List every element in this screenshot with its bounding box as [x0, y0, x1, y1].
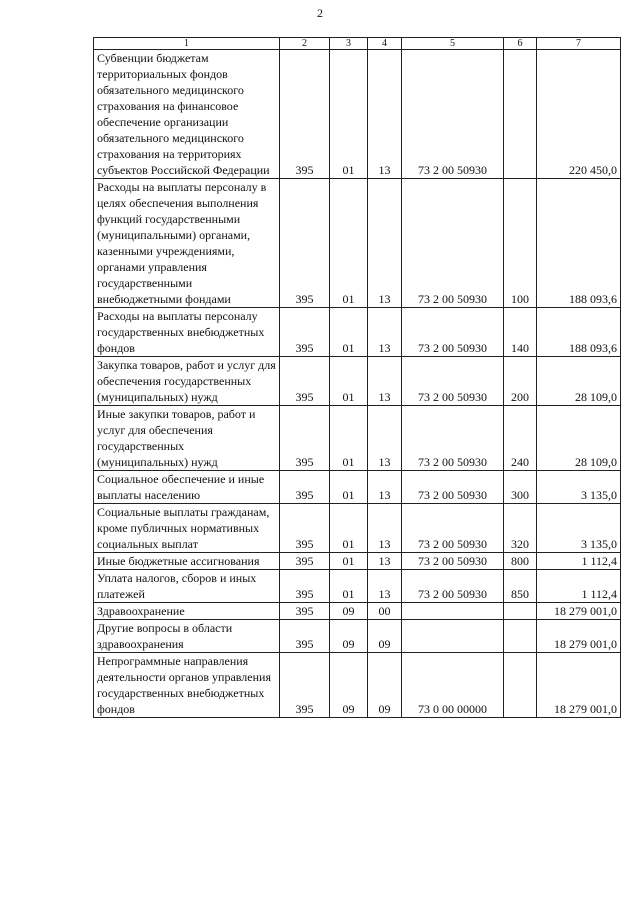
header-row: [94, 38, 621, 50]
column-header: 7: [537, 38, 621, 50]
chapter-code-cell: 395: [280, 504, 330, 553]
amount-cell: 28 109,0: [537, 406, 621, 471]
table-row: [94, 308, 621, 357]
row-name-cell: Закупка товаров, работ и услуг для обеспечения государственных (муниципальных) нужд: [94, 357, 280, 406]
row-name-cell: Иные закупки товаров, работ и услуг для обеспечения государственных (муниципальных) нужд: [94, 406, 280, 471]
subsection-code-cell: 13: [368, 553, 402, 570]
subsection-code-cell: 13: [368, 570, 402, 603]
chapter-code-cell: 395: [280, 603, 330, 620]
subsection-code-cell: 13: [368, 179, 402, 308]
section-code-cell: 01: [330, 406, 368, 471]
amount-cell: 3 135,0: [537, 504, 621, 553]
table-row: [94, 553, 621, 570]
chapter-code-cell: 395: [280, 50, 330, 179]
subsection-code-cell: 09: [368, 653, 402, 718]
target-article-cell: [402, 603, 504, 620]
subsection-code-cell: 13: [368, 357, 402, 406]
chapter-code-cell: 395: [280, 179, 330, 308]
row-name-cell: Социальные выплаты гражданам, кроме публичных нормативных социальных выплат: [94, 504, 280, 553]
amount-cell: 18 279 001,0: [537, 653, 621, 718]
amount-cell: 3 135,0: [537, 471, 621, 504]
section-code-cell: 09: [330, 620, 368, 653]
column-header: 1: [94, 38, 280, 50]
amount-cell: 1 112,4: [537, 570, 621, 603]
row-name-cell: Иные бюджетные ассигнования: [94, 553, 280, 570]
chapter-code-cell: 395: [280, 620, 330, 653]
table-row: [94, 357, 621, 406]
budget-table: [93, 37, 621, 718]
target-article-cell: 73 2 00 50930: [402, 471, 504, 504]
subsection-code-cell: 13: [368, 308, 402, 357]
expense-type-cell: 800: [504, 553, 537, 570]
expense-type-cell: 140: [504, 308, 537, 357]
table-row: [94, 504, 621, 553]
target-article-cell: 73 2 00 50930: [402, 553, 504, 570]
target-article-cell: 73 0 00 00000: [402, 653, 504, 718]
chapter-code-cell: 395: [280, 406, 330, 471]
row-name-cell: Другие вопросы в области здравоохранения: [94, 620, 280, 653]
column-header: 2: [280, 38, 330, 50]
amount-cell: 220 450,0: [537, 50, 621, 179]
column-header: 5: [402, 38, 504, 50]
table-row: [94, 603, 621, 620]
section-code-cell: 09: [330, 653, 368, 718]
column-header: 3: [330, 38, 368, 50]
expense-type-cell: [504, 50, 537, 179]
expense-type-cell: 240: [504, 406, 537, 471]
section-code-cell: 01: [330, 179, 368, 308]
expense-type-cell: 320: [504, 504, 537, 553]
table-row: [94, 50, 621, 179]
chapter-code-cell: 395: [280, 357, 330, 406]
row-name-cell: Субвенции бюджетам территориальных фондов обязательного медицинского страхования на финансовое обеспечение организации обязательного медицинского страхования на территориях субъектов Российской Федерации: [94, 50, 280, 179]
target-article-cell: 73 2 00 50930: [402, 406, 504, 471]
expense-type-cell: 850: [504, 570, 537, 603]
section-code-cell: 09: [330, 603, 368, 620]
subsection-code-cell: 13: [368, 504, 402, 553]
target-article-cell: 73 2 00 50930: [402, 357, 504, 406]
row-name-cell: Непрограммные направления деятельности органов управления государственных внебюджетных фондов: [94, 653, 280, 718]
chapter-code-cell: 395: [280, 553, 330, 570]
column-header: 4: [368, 38, 402, 50]
subsection-code-cell: 13: [368, 471, 402, 504]
amount-cell: 1 112,4: [537, 553, 621, 570]
amount-cell: 188 093,6: [537, 308, 621, 357]
chapter-code-cell: 395: [280, 308, 330, 357]
subsection-code-cell: 13: [368, 406, 402, 471]
section-code-cell: 01: [330, 50, 368, 179]
amount-cell: 18 279 001,0: [537, 603, 621, 620]
amount-cell: 188 093,6: [537, 179, 621, 308]
section-code-cell: 01: [330, 504, 368, 553]
expense-type-cell: 300: [504, 471, 537, 504]
table-row: [94, 620, 621, 653]
target-article-cell: 73 2 00 50930: [402, 570, 504, 603]
amount-cell: 18 279 001,0: [537, 620, 621, 653]
page-number: 2: [317, 6, 323, 20]
table-row: [94, 179, 621, 308]
amount-cell: 28 109,0: [537, 357, 621, 406]
section-code-cell: 01: [330, 308, 368, 357]
expense-type-cell: [504, 653, 537, 718]
column-header: 6: [504, 38, 537, 50]
expense-type-cell: 200: [504, 357, 537, 406]
chapter-code-cell: 395: [280, 471, 330, 504]
target-article-cell: [402, 620, 504, 653]
row-name-cell: Уплата налогов, сборов и иных платежей: [94, 570, 280, 603]
table-row: [94, 653, 621, 718]
target-article-cell: 73 2 00 50930: [402, 179, 504, 308]
section-code-cell: 01: [330, 471, 368, 504]
subsection-code-cell: 00: [368, 603, 402, 620]
chapter-code-cell: 395: [280, 570, 330, 603]
section-code-cell: 01: [330, 553, 368, 570]
target-article-cell: 73 2 00 50930: [402, 308, 504, 357]
expense-type-cell: [504, 620, 537, 653]
expense-type-cell: [504, 603, 537, 620]
table-row: [94, 406, 621, 471]
row-name-cell: Здравоохранение: [94, 603, 280, 620]
row-name-cell: Расходы на выплаты персоналу государственных внебюджетных фондов: [94, 308, 280, 357]
row-name-cell: Расходы на выплаты персоналу в целях обеспечения выполнения функций государственными (муниципальными) органами, казенными учреждениями, органами управления государственными внебюджетными фондами: [94, 179, 280, 308]
table-row: [94, 471, 621, 504]
section-code-cell: 01: [330, 570, 368, 603]
target-article-cell: 73 2 00 50930: [402, 50, 504, 179]
section-code-cell: 01: [330, 357, 368, 406]
chapter-code-cell: 395: [280, 653, 330, 718]
expense-type-cell: 100: [504, 179, 537, 308]
subsection-code-cell: 09: [368, 620, 402, 653]
target-article-cell: 73 2 00 50930: [402, 504, 504, 553]
subsection-code-cell: 13: [368, 50, 402, 179]
table-row: [94, 570, 621, 603]
row-name-cell: Социальное обеспечение и иные выплаты населению: [94, 471, 280, 504]
